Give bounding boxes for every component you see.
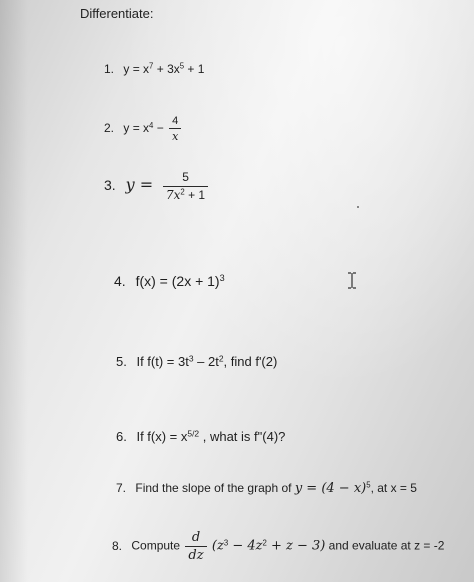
expr-part: y = x [123,121,150,136]
problem-8 [112,530,444,563]
expr-part: Find the slope of the graph of [135,481,295,495]
denominator: x [172,130,179,143]
problem-2 [104,115,183,143]
problem-number: 4. [114,273,126,289]
exponent: 2 [180,187,185,197]
problem-number: 6. [116,429,127,444]
problem-number: 2. [104,121,115,136]
fraction [163,170,208,202]
denominator: dz [188,548,204,563]
expr-part: – 2t [193,354,219,369]
math-part: y = (4 − x) [294,481,367,496]
expr-part: If f(t) = 3t [136,354,189,369]
problem-7 [116,481,417,496]
expr-part: , what is f"(4)? [199,429,286,444]
exponent: 5 [179,61,185,71]
page-shadow [0,0,28,582]
exponent: 3 [219,273,225,283]
text-cursor-icon [347,272,357,289]
expr-part: y = [125,174,154,194]
exponent: 3 [188,353,194,364]
denominator-part: 7x [166,188,181,202]
problem-5 [116,354,277,369]
expr-part: y = x [123,62,150,76]
expr-part: , at x = 5 [370,481,417,495]
problem-6 [116,429,285,444]
expr-part: f(x) = (2x + 1) [135,273,220,289]
expr-part: + 1 [184,62,205,76]
expr-part: − [153,121,164,136]
exponent: 5 [366,480,371,490]
math-part: (z [211,538,224,554]
exponent: 7 [149,61,154,71]
page-title: Differentiate: [80,6,154,21]
exponent: 2 [218,353,224,364]
expr-part: and evaluate at z = -2 [325,538,445,553]
derivative-operator [185,530,206,563]
problem-number: 1. [104,62,115,76]
problem-1 [104,62,204,76]
denominator [163,187,208,202]
problem-number: 5. [116,354,127,369]
problem-3 [104,170,210,202]
problem-4 [114,273,225,289]
expr-part: + 3x [153,62,180,76]
exponent: 4 [149,120,154,130]
problem-number: 8. [112,538,123,553]
expr-part: , find f'(2) [223,354,278,369]
numerator: d [185,530,206,547]
expr-part: Compute [131,538,181,553]
math-part: + z − 3) [266,538,326,554]
denominator-part: + 1 [184,188,206,202]
exponent: 3 [223,538,229,548]
exponent: 5/2 [187,428,200,439]
problem-number: 3. [104,176,116,193]
fraction [169,115,181,143]
numerator: 5 [163,170,208,187]
math-part: − 4z [228,538,263,554]
expr-part: If f(x) = x [136,429,188,444]
exponent: 2 [262,538,267,548]
problem-number: 7. [116,481,127,495]
paper-speck [357,206,359,208]
numerator: 4 [169,115,181,129]
